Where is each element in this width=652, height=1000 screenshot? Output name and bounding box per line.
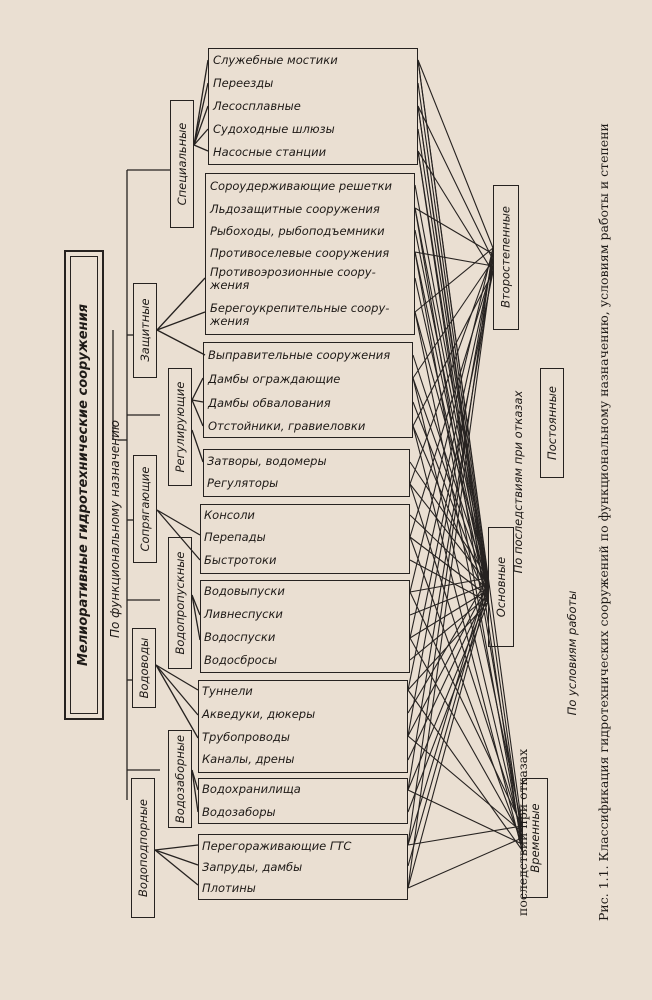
item-zaprudy: Запруды, дамбы [202, 860, 303, 874]
item-kanaly: Каналы, дрены [202, 752, 295, 766]
outcome-main-label: Основные [494, 556, 508, 618]
category-retaining-label: Водоподпорные [136, 799, 150, 897]
outcome-temporary-label: Временные [528, 803, 542, 873]
item-protivoselevye: Противоселевые сооружения [210, 246, 390, 260]
item-regulyatory: Регуляторы [207, 476, 279, 490]
item-truboprovody: Трубопроводы [202, 730, 290, 744]
item-vodospuski: Водоспуски [204, 630, 276, 644]
item-lesosplavnye: Лесосплавные [213, 99, 301, 113]
item-vodovypuski: Водовыпуски [204, 584, 285, 598]
item-beregoukrepitelnye: Берегоукрепительные соору- жения [210, 301, 390, 328]
figure-caption-line1: Рис. 1.1. Классификация гидротехнических сооружений по функциональному назначению, условиям работы и степени [596, 123, 611, 921]
item-konsoli: Консоли [204, 508, 255, 522]
category-conjugating-label: Сопрягающие [138, 466, 152, 552]
item-perepady: Перепады [204, 530, 266, 544]
category-regulating-label: Регулирующие [173, 381, 187, 473]
item-sluzhebnye-mostiki: Служебные мостики [213, 53, 338, 67]
category-protective-label: Защитные [138, 298, 152, 362]
outcome-secondary-label: Второстепенные [498, 206, 513, 308]
item-zatvory: Затворы, водомеры [207, 454, 327, 468]
outcome-permanent-label: Постоянные [545, 386, 559, 460]
item-nasosnye-stantsii: Насосные станции [213, 145, 327, 159]
category-passing-label: Водопропускные [173, 551, 187, 655]
item-damby-ograzhdayushchie: Дамбы ограждающие [208, 372, 341, 386]
root-title: Мелиоративные гидротехнические сооружения [76, 303, 91, 667]
by-consequences-label: По последствиям при отказах [511, 390, 525, 574]
item-livnespuski: Ливнеспуски [204, 607, 283, 621]
category-conduits-label: Водоводы [137, 637, 151, 699]
item-sudokhodnye-shlyuzy: Судоходные шлюзы [213, 122, 335, 136]
item-otstoyniki: Отстойники, гравиеловки [208, 419, 366, 433]
figure-caption-line2: последствий при отказах [515, 748, 530, 916]
item-vodosbrosy: Водосбросы [204, 653, 278, 667]
item-bystrotoki: Быстротоки [204, 553, 277, 567]
item-vypravitelnye: Выправительные сооружения [208, 348, 391, 362]
item-damby-obvalovaniya: Дамбы обвалования [208, 396, 331, 410]
item-vodokhranilishcha: Водохранилища [202, 782, 301, 796]
item-pereezdy: Переезды [213, 76, 274, 90]
item-rybokhody: Рыбоходы, рыбоподъемники [210, 224, 385, 238]
item-sorouderzhivayushchie: Сороудерживающие решетки [210, 179, 393, 193]
by-conditions-label: По условиям работы [565, 590, 579, 716]
item-vodozabory: Водозаборы [202, 805, 276, 819]
item-peregorazhivayushchie: Перегораживающие ГТС [202, 839, 352, 853]
item-protivoerozionnye: Противоэрозионные соору- жения [210, 265, 376, 292]
category-special-label: Специальные [175, 122, 189, 206]
category-intake-label: Водозаборные [173, 734, 187, 824]
item-akveduki: Акведуки, дюкеры [202, 707, 316, 721]
item-ldozashchitnye: Льдозащитные сооружения [210, 202, 380, 216]
item-tunneli: Туннели [202, 684, 253, 698]
by-purpose-label: По функциональному назначению [108, 419, 122, 639]
item-plotiny: Плотины [202, 881, 256, 895]
